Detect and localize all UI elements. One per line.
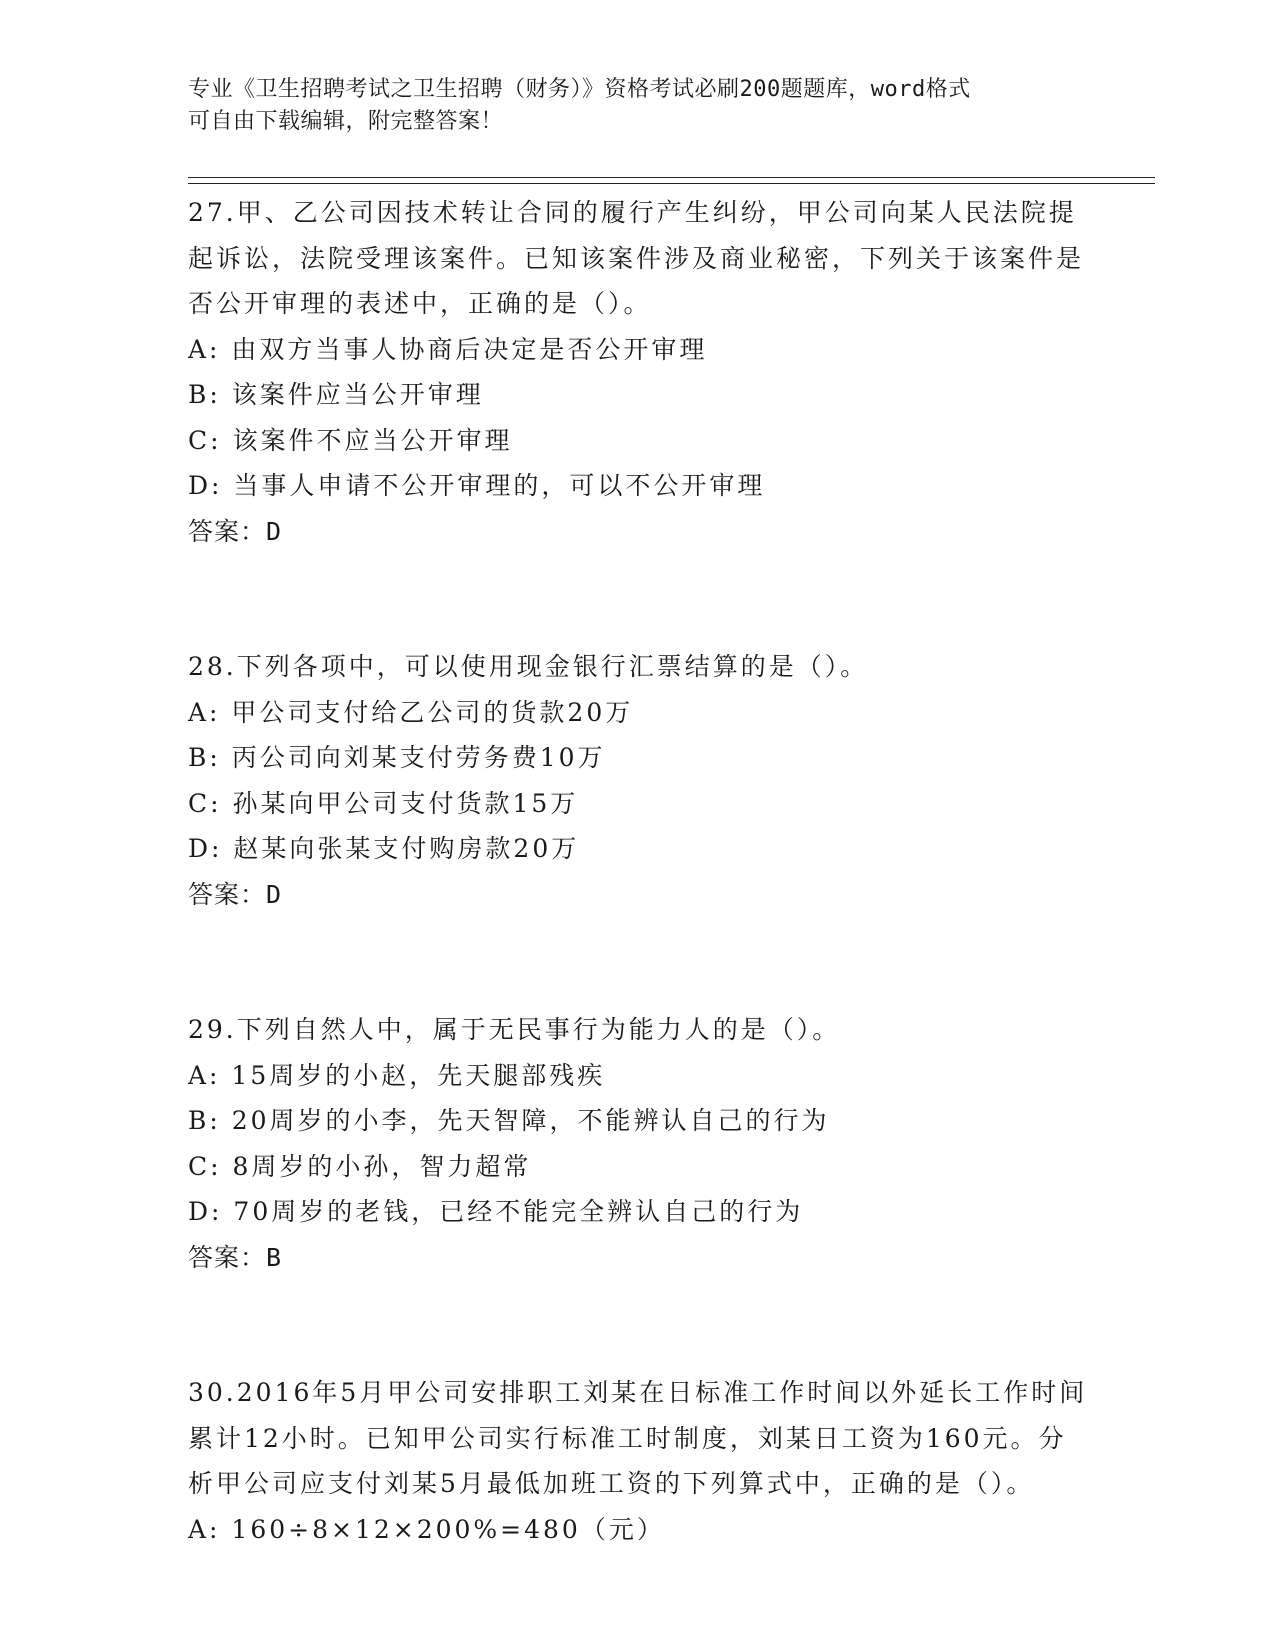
option-d: D: 当事人申请不公开审理的，可以不公开审理 [188, 471, 766, 500]
option-a: A: 由双方当事人协商后决定是否公开审理 [188, 334, 708, 364]
option-c: C: 8周岁的小孙，智力超常 [188, 1151, 532, 1181]
header-line-1: 专业《卫生招聘考试之卫生招聘（财务）》资格考试必刷200题题库，word格式 [188, 77, 971, 102]
question-stem: 28.下列各项中，可以使用现金银行汇票结算的是（）。 [188, 652, 869, 681]
option-d: D: 70周岁的老钱，已经不能完全辨认自己的行为 [188, 1197, 804, 1226]
question-28 [188, 644, 1088, 917]
answer: 答案：B [188, 1242, 283, 1272]
option-b: B: 丙公司向刘某支付劳务费10万 [188, 743, 606, 772]
question-stem: 29.下列自然人中，属于无民事行为能力人的是（）。 [188, 1015, 841, 1044]
answer: 答案：D [188, 516, 283, 546]
option-a: A: 160÷8×12×200%=480（元） [188, 1514, 665, 1544]
option-a: A: 15周岁的小赵，先天腿部残疾 [188, 1060, 606, 1090]
header-divider-bottom [188, 183, 1155, 184]
option-d: D: 赵某向张某支付购房款20万 [188, 834, 580, 863]
option-c: C: 该案件不应当公开审理 [188, 425, 513, 455]
header-line-2: 可自由下载编辑，附完整答案！ [188, 109, 504, 134]
option-a: A: 甲公司支付给乙公司的货款20万 [188, 697, 634, 727]
answer: 答案：D [188, 879, 283, 909]
option-b: B: 该案件应当公开审理 [188, 380, 484, 409]
question-30 [188, 1370, 1088, 1552]
question-list [188, 190, 1088, 1552]
question-stem: 27.甲、乙公司因技术转让合同的履行产生纠纷，甲公司向某人民法院提起诉讼，法院受理该案件。已知该案件涉及商业秘密，下列关于该案件是否公开审理的表述中，正确的是（）。 [188, 198, 1085, 318]
question-27 [188, 190, 1088, 554]
question-29 [188, 1007, 1088, 1280]
question-stem: 30.2016年5月甲公司安排职工刘某在日标准工作时间以外延长工作时间累计12小时。已知甲公司实行标准工时制度，刘某日工资为160元。分析甲公司应支付刘某5月最低加班工资的下列算式中，正确的是（）。 [188, 1378, 1088, 1498]
option-b: B: 20周岁的小李，先天智障，不能辨认自己的行为 [188, 1106, 830, 1135]
question-spacer [188, 554, 1088, 644]
question-spacer [188, 917, 1088, 1007]
document-header [188, 74, 1088, 138]
question-spacer [188, 1280, 1088, 1370]
option-c: C: 孙某向甲公司支付货款15万 [188, 788, 579, 818]
header-divider-top [188, 177, 1155, 178]
